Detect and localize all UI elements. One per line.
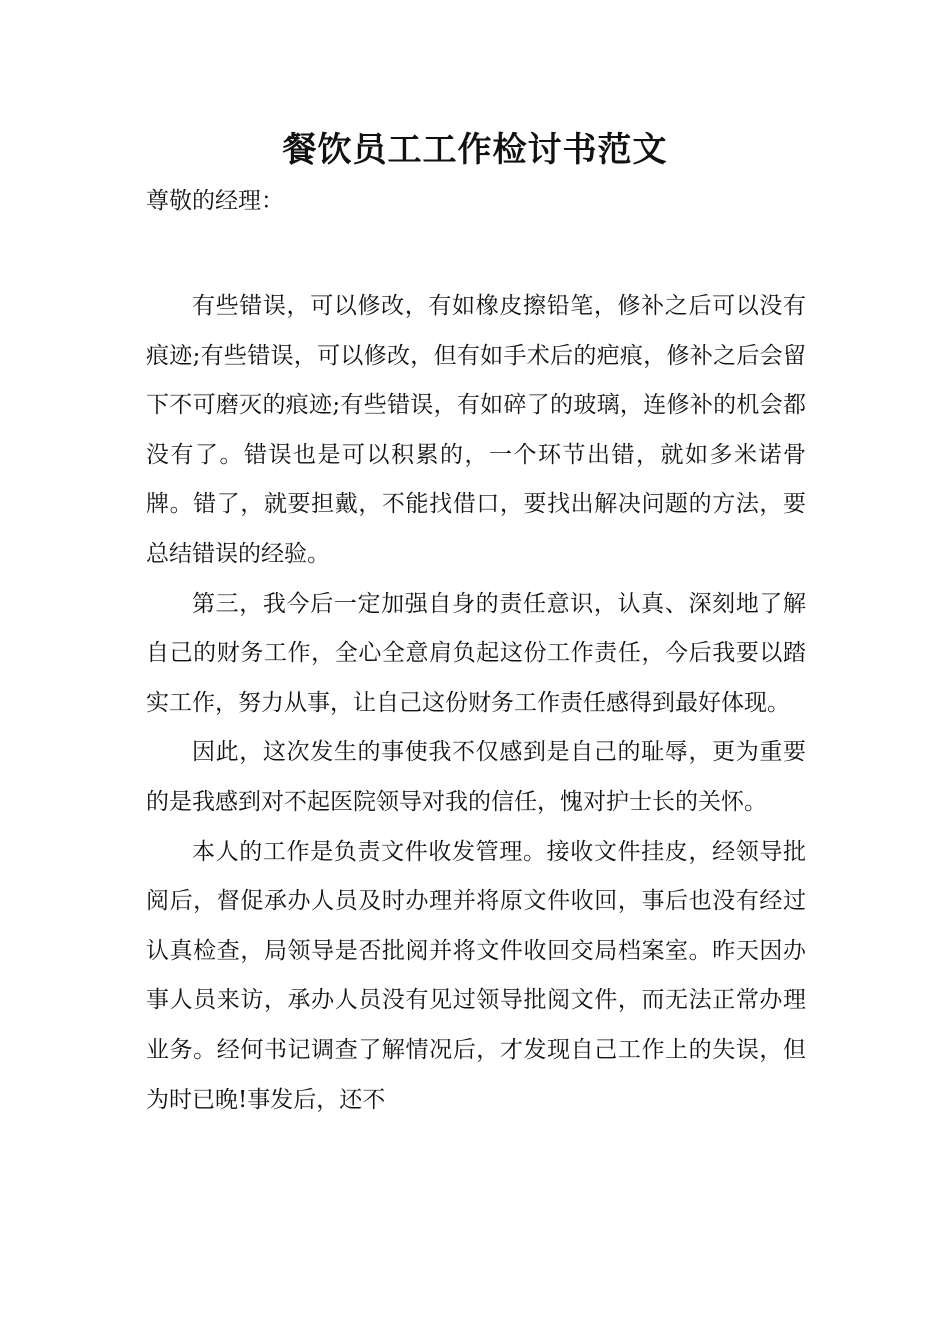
salutation: 尊敬的经理： bbox=[146, 188, 284, 214]
paragraph-2: 第三，我今后一定加强自身的责任意识，认真、深刻地了解自己的财务工作，全心全意肩负起这份工作责任，今后我要以踏实工作，努力从事，让自己这份财务工作责任感得到最好体现。 bbox=[146, 590, 806, 716]
paragraph-4: 本人的工作是负责文件收发管理。接收文件挂皮，经领导批阅后，督促承办人员及时办理并将原文件收回，事后也没有经过认真检查，局领导是否批阅并将文件收回交局档案室。昨天因办事人员来访，承办人员没有见过领导批阅文件，而无法正常办理业务。经何书记调查了解情况后，才发现自己工作上的失误，但为时已晚!事发后，还不 bbox=[146, 838, 806, 1113]
paragraph-1: 有些错误，可以修改，有如橡皮擦铅笔，修补之后可以没有痕迹;有些错误，可以修改，但有如手术后的疤痕，修补之后会留下不可磨灭的痕迹;有些错误，有如碎了的玻璃，连修补的机会都没有了。错误也是可以积累的，一个环节出错，就如多米诺骨牌。错了，就要担戴，不能找借口，要找出解决问题的方法，要总结错误的经验。 bbox=[146, 293, 806, 567]
paragraph-3: 因此，这次发生的事使我不仅感到是自己的耻辱，更为重要的是我感到对不起医院领导对我的信任，愧对护士长的关怀。 bbox=[146, 739, 806, 815]
document-body bbox=[146, 282, 806, 1125]
document-title: 餐饮员工工作检讨书范文 bbox=[282, 130, 668, 170]
